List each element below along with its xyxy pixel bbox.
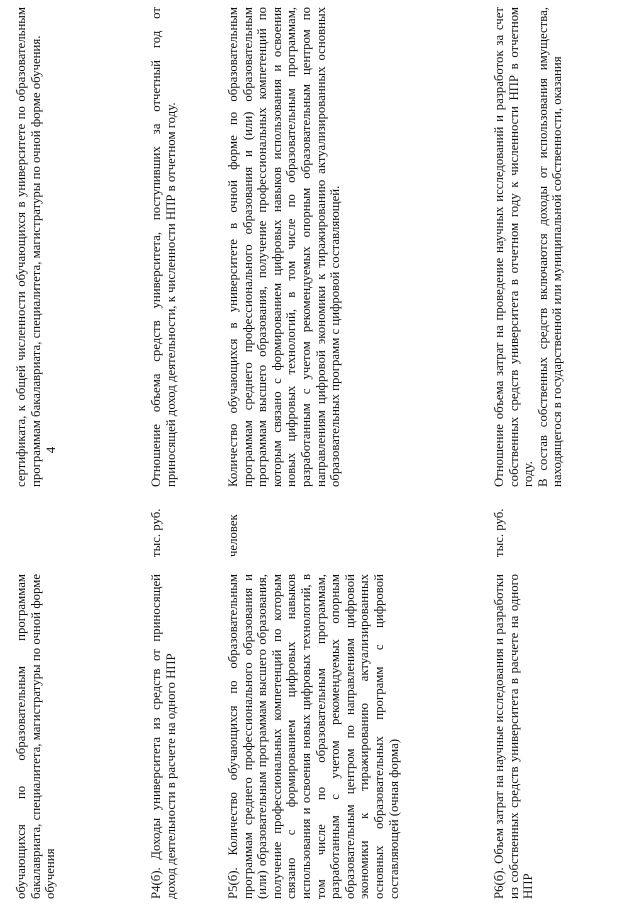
description-paragraph: сертификата, к общей численности обучающихся в университете по образовательным программам бакалавриата, специалитета, магистратуры по очной форме обучения. xyxy=(14,7,43,487)
description-cell xyxy=(149,7,178,487)
unit-cell: тыс. руб. xyxy=(149,508,163,557)
indicator-cell: обучающихся по образовательным программам бакалавриата, специалитета, магистратуры по очной форме обучения xyxy=(14,574,58,899)
unit-cell: тыс. руб. xyxy=(492,508,506,557)
unit-cell: человек xyxy=(226,514,240,557)
description-paragraph: Количество обучающихся в университете в очной форме по образовательным программам среднего профессионального образования и (или) образовательным программам высшего образования, получение профессиональных компетенций по которым связано с формированием цифровых навыков использования и освоения новых цифровых технологий, в том числе по образовательным программам, разработанным с учетом рекомендуемых опорным образовательным центром по направлениям цифровой экономики к тиражированию актуализированных основных образовательных программ с цифровой составляющей. xyxy=(226,7,343,487)
description-cell xyxy=(492,7,565,487)
description-cell xyxy=(226,7,343,487)
indicator-cell: Р5(б). Количество обучающихся по образовательным программам среднего профессионального образования и (или) образовательным программам высшего образования, получение профессиональных компетенций по которым связано с формированием цифровых навыков использования и освоения новых цифровых технологий, в том числе по образовательным программам, разработанным с учетом рекомендуемых опорным образовательным центром по направлениям цифровой экономики к тиражированию актуализированных основных образовательных программ с цифровой составляющей (очная форма) xyxy=(226,574,401,899)
page-number: 4 xyxy=(43,446,58,454)
description-paragraph: В состав собственных средств включаются доходы от использования имущества, находящегося в государственной или муниципальной собственности, оказания xyxy=(535,7,565,487)
indicator-cell: Р6(б). Объем затрат на научные исследования и разработки из собственных средств университета в расчете на одного НПР xyxy=(492,574,536,899)
indicator-cell: Р4(б). Доходы университета из средств от приносящей доход деятельности в расчете на одного НПР xyxy=(149,574,178,899)
description-paragraph: Отношение объема средств университета, поступивших за отчетный год от приносящей доход деятельности, к численности НПР в отчетном году. xyxy=(149,7,178,487)
description-paragraph: Отношение объема затрат на проведение научных исследований и разработок за счет собственных средств университета в отчетном году к численности НПР в отчетном году. xyxy=(492,7,536,487)
description-cell xyxy=(14,7,43,487)
